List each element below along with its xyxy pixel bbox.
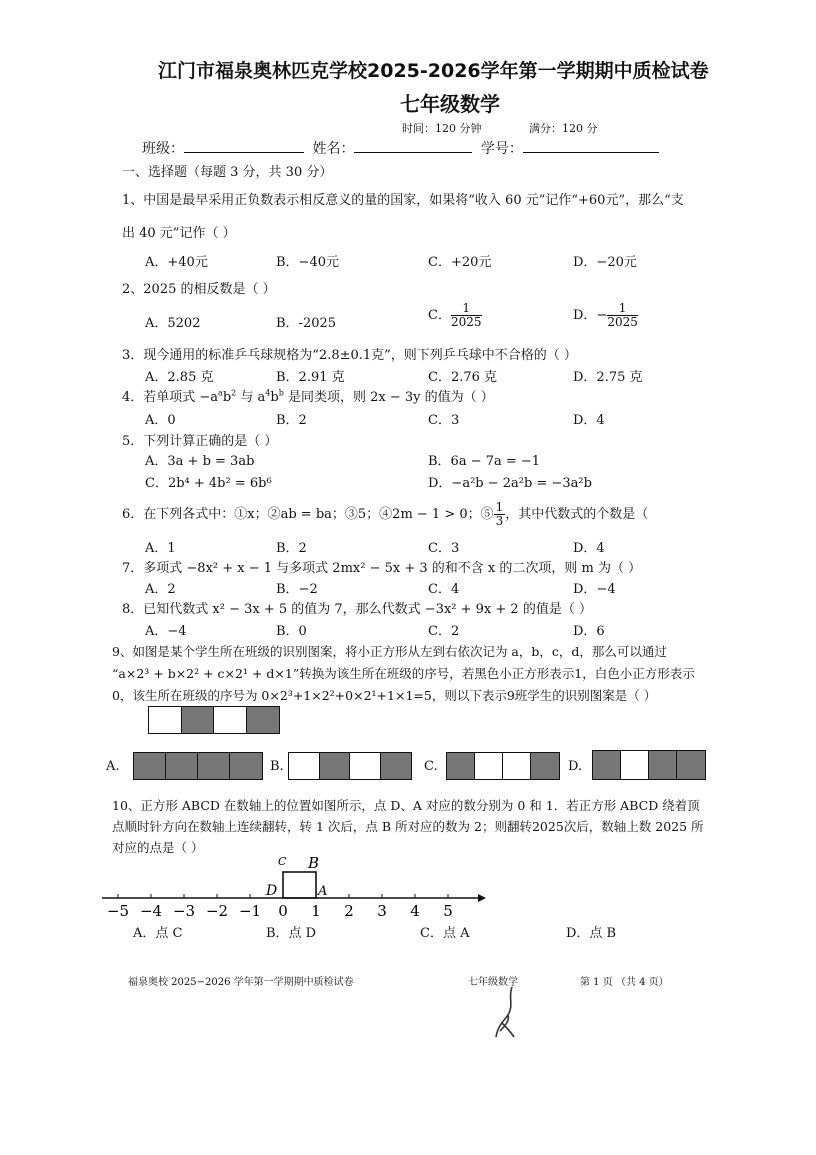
white-square (474, 752, 504, 780)
footer-right: 第 1 页 （共 4 页） (580, 977, 669, 988)
q7-option-c[interactable]: C．4 (428, 582, 460, 597)
name-field[interactable] (354, 140, 472, 153)
q8-option-d[interactable]: D．6 (573, 624, 605, 639)
q4-option-d[interactable]: D．4 (573, 413, 605, 428)
q3-option-d[interactable]: D．2.75 克 (573, 370, 643, 385)
q3-text: 3．现今通用的标准乒乓球规格为“2.8±0.1克”，则下列乒乓球中不合格的（ ） (122, 348, 577, 363)
q6-option-d[interactable]: D．4 (573, 541, 605, 556)
black-square (165, 752, 199, 780)
black-square (592, 750, 622, 780)
black-square (197, 752, 231, 780)
student-info-fields (142, 138, 659, 158)
q8-option-a[interactable]: A．−4 (145, 624, 187, 639)
q4-option-a[interactable]: A．0 (145, 413, 176, 428)
q7-option-a[interactable]: A．2 (145, 582, 176, 597)
q7-option-d[interactable]: D．−4 (573, 582, 616, 597)
white-square (620, 750, 650, 780)
q6-fraction: $\frac{1}{3}$ (495, 500, 504, 528)
exam-score: 满分：120 分 (529, 122, 598, 135)
black-square (229, 752, 263, 780)
tick-label: 5 (443, 902, 453, 920)
q2-option-d[interactable] (573, 302, 638, 329)
q1-option-d[interactable]: D．−20元 (573, 255, 637, 270)
q1-line1: 1、中国是最早采用正负数表示相反意义的量的国家，如果将“收入 60 元”记作“+60元”，那么“支 (122, 193, 684, 208)
black-square (446, 752, 476, 780)
label-b: B (308, 854, 320, 872)
q6-option-b[interactable]: B．2 (276, 541, 307, 556)
q9-example-pattern (148, 706, 278, 734)
q8-text: 8．已知代数式 x² − 3x + 5 的值为 7，那么代数式 −3x² + 9x + 2 的值是（ ） (122, 602, 592, 617)
q3-option-a[interactable]: A．2.85 克 (145, 370, 214, 385)
q10-option-d[interactable]: D．点 B (566, 926, 617, 941)
black-square (648, 750, 678, 780)
exam-meta (402, 120, 642, 136)
q5-option-d[interactable]: D．−a²b − 2a²b = −3a²b (428, 476, 592, 491)
tick-label: 1 (311, 902, 321, 920)
q2-option-a[interactable]: A．5202 (145, 316, 201, 331)
id-field[interactable] (523, 140, 659, 153)
tick-label: −1 (238, 902, 262, 920)
q10-line3: 对应的点是（ ） (112, 840, 204, 855)
q9-option-c-label[interactable]: C. (424, 759, 438, 774)
q1-option-b[interactable]: B．−40元 (276, 255, 339, 270)
q4-option-b[interactable]: B．2 (276, 413, 307, 428)
tick-label: −2 (205, 902, 229, 920)
q2-d-prefix: D．− (573, 308, 608, 323)
q5-option-c[interactable]: C．2b⁴ + 4b² = 6b⁶ (145, 476, 272, 491)
q4-option-c[interactable]: C．3 (428, 413, 460, 428)
q5-option-b[interactable]: B．6a − 7a = −1 (428, 454, 541, 469)
number-line-figure (100, 850, 490, 925)
q9-option-a-pattern[interactable] (133, 752, 261, 780)
exam-subtitle: 七年级数学 (400, 92, 500, 116)
q4-text: 4．若单项式 $-a^ab^2$ 与 $a^4b^b$ 是同类项，则 2x − 3y 的值为（ ） (122, 388, 494, 405)
q6-option-a[interactable]: A．1 (145, 541, 176, 556)
axis-arrow-icon (478, 894, 486, 902)
q3-option-b[interactable]: B．2.91 克 (276, 370, 345, 385)
q9-option-c-pattern[interactable] (446, 752, 558, 780)
q10-option-b[interactable]: B．点 D (266, 926, 317, 941)
q9-option-a-label[interactable]: A. (106, 759, 120, 774)
q10-line1: 10、正方形 ABCD 在数轴上的位置如图所示，点 D、A 对应的数分别为 0 和 1．若正方形 ABCD 绕着顶 (112, 798, 700, 813)
q2-option-c[interactable] (428, 302, 482, 329)
name-label: 姓名： (312, 141, 355, 157)
exam-title: 江门市福泉奥林匹克学校2025-2026学年第一学期期中质检试卷 (158, 60, 709, 82)
q10-line2: 点顺时针方向在数轴上连续翻转，转 1 次后，点 B 所对应的数为 2；则翻转2025次后，数轴上数 2025 所 (112, 819, 704, 834)
tick-label: −5 (106, 902, 130, 920)
black-square (676, 750, 706, 780)
class-label: 班级： (142, 141, 184, 157)
handwritten-mark (490, 985, 530, 1040)
q2-text: 2、2025 的相反数是（ ） (122, 282, 276, 297)
black-square (530, 752, 560, 780)
q1-line2: 出 40 元”记作（ ） (122, 226, 236, 241)
q9-option-d-pattern[interactable] (592, 750, 704, 780)
q5-option-a[interactable]: A．3a + b = 3ab (145, 454, 255, 469)
q6-text: 6．在下列各式中：①x；②ab = ba；③5；④2m − 1 > 0；⑤ $\frac{1}{3}$ ，其中代数式的个数是（ (122, 500, 649, 528)
white-square (148, 706, 182, 734)
q5-text: 5．下列计算正确的是（ ） (122, 434, 278, 449)
q10-option-c[interactable]: C．点 A (420, 926, 470, 941)
q9-option-d-label[interactable]: D. (568, 759, 583, 774)
q9-option-b-pattern[interactable] (288, 752, 410, 780)
label-d: D (266, 883, 278, 899)
q1-option-a[interactable]: A．+40元 (145, 255, 208, 270)
q3-option-c[interactable]: C．2.76 克 (428, 370, 498, 385)
tick-label: −4 (139, 902, 163, 920)
tick-label: 2 (344, 902, 354, 920)
tick-label: 0 (278, 902, 288, 920)
footer-left: 福泉奥校 2025−2026 学年第一学期期中质检试卷 (128, 977, 354, 988)
q8-option-c[interactable]: C．2 (428, 624, 460, 639)
q9-line3: 0，该生所在班级的序号为 0×2³+1×2²+0×2¹+1×1=5，则以下表示9班学生的识别图案是（ ） (112, 688, 657, 703)
tick-label: 3 (377, 902, 387, 920)
white-square (502, 752, 532, 780)
q7-option-b[interactable]: B．−2 (276, 582, 318, 597)
white-square (288, 752, 320, 780)
footer-mid: 七年级数学 (468, 977, 518, 988)
square-abcd (283, 872, 316, 898)
id-label: 学号： (480, 141, 523, 157)
black-square (181, 706, 215, 734)
black-square (380, 752, 412, 780)
tick-label: −3 (172, 902, 196, 920)
q2-d-fraction: $\frac{1}{2025}$ (607, 301, 638, 329)
exam-time: 时间：120 分钟 (402, 122, 482, 135)
q10-option-a[interactable]: A．点 C (133, 926, 183, 941)
black-square (246, 706, 280, 734)
q1-option-c[interactable]: C．+20元 (428, 255, 492, 270)
white-square (213, 706, 247, 734)
q9-option-b-label[interactable]: B. (270, 759, 284, 774)
white-square (349, 752, 381, 780)
q2-c-fraction: $\frac{1}{2025}$ (450, 301, 482, 329)
black-square (319, 752, 351, 780)
q2-option-b[interactable]: B．-2025 (276, 316, 337, 331)
q9-line2: “a×2³ + b×2² + c×2¹ + d×1”转换为该生所在班级的序号，若黑色小正方形表示1，白色小正方形表示 (112, 666, 695, 681)
q9-line1: 9、如图是某个学生所在班级的识别图案，将小正方形从左到右依次记为 a，b，c，d，那么可以通过 (112, 644, 667, 659)
black-square (133, 752, 167, 780)
q2-c-prefix: C． (428, 308, 451, 323)
label-c: C (278, 855, 287, 868)
label-a: A (318, 884, 328, 899)
q7-text: 7．多项式 −8x² + x − 1 与多项式 2mx² − 5x + 3 的和不含 x 的二次项，则 m 为（ ） (122, 561, 642, 576)
q8-option-b[interactable]: B．0 (276, 624, 307, 639)
q6-option-c[interactable]: C．3 (428, 541, 460, 556)
tick-label: 4 (410, 902, 420, 920)
section-title: 一、选择题（每题 3 分，共 30 分） (122, 165, 333, 180)
class-field[interactable] (184, 140, 304, 153)
